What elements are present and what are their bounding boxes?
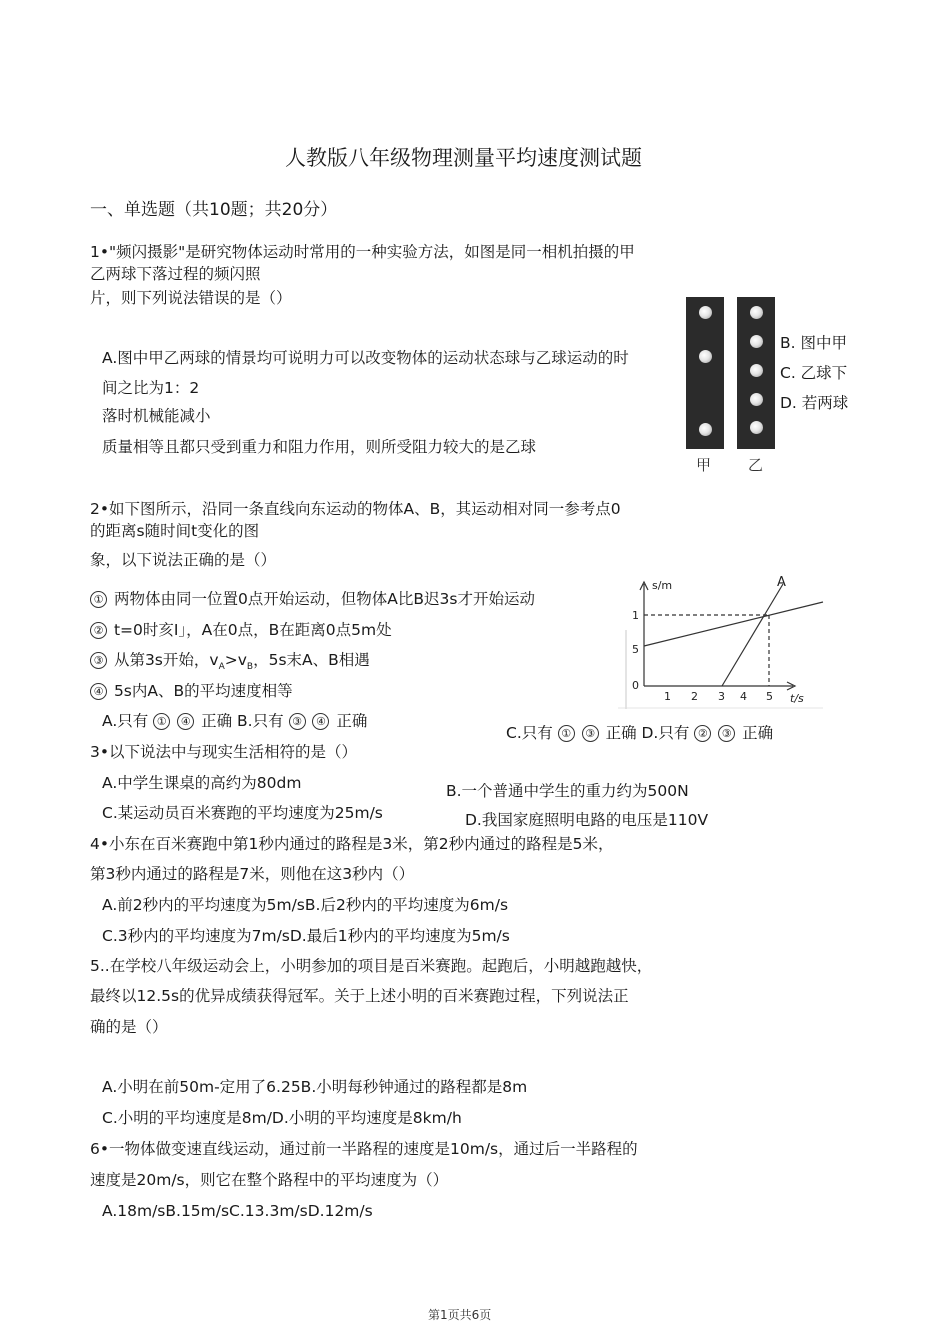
ball-yi <box>750 306 763 319</box>
ball-yi <box>750 335 763 348</box>
q2-line-1: 2•如下图所示，沿同一条直线向东运动的物体A、B，其运动相对同一参考点0 <box>90 500 621 518</box>
circled-number: ④ <box>90 683 107 700</box>
q2-statement-1: ① 两物体由同一位置0点开始运动，但物体A比B迟3s才开始运动 <box>90 589 535 609</box>
ball-jia <box>699 306 712 319</box>
q3-stem: 3•以下说法中与现实生活相符的是（） <box>90 743 358 761</box>
q4-line-2: 第3秒内通过的路程是7米，则他在这3秒内（） <box>90 865 415 883</box>
q6-line-1: 6•一物体做变速直线运动，通过前一半路程的速度是10m/s，通过后一半路程的 <box>90 1140 638 1158</box>
q3-option-a: A.中学生课桌的高约为80dm <box>102 774 302 792</box>
ball-yi <box>750 421 763 434</box>
x-axis-label: t/s <box>790 692 804 705</box>
circled-number: ③ <box>90 652 107 669</box>
ball-jia <box>699 350 712 363</box>
y-tick: 5 <box>632 643 639 656</box>
q1-line-3: 片，则下列说法错误的是（） <box>90 289 292 307</box>
q3-option-d: D.我国家庭照明电路的电压是110V <box>465 811 709 829</box>
q5-options-ab: A.小明在前50m-定用了6.25B.小明每秒钟通过的路程都是8m <box>102 1078 528 1096</box>
page-footer: 第1页共6页 <box>428 1308 492 1322</box>
y-tick: 1 <box>632 609 639 622</box>
flash-photo-figure <box>686 297 778 449</box>
circled-number: ① <box>90 591 107 608</box>
q2-statement-3: ③ 从第3s开始，$v_A>v_B$，5s末A、B相遇 <box>90 650 370 677</box>
q1-option-b: B. 图中甲 <box>780 334 847 352</box>
q1-option-d-continuation: 质量相等且都只受到重力和阻力作用，则所受阻力较大的是乙球 <box>102 438 537 456</box>
q5-options-cd: C.小明的平均速度是8m/D.小明的平均速度是8km/h <box>102 1109 462 1127</box>
page-title: 人教版八年级物理测量平均速度测试题 <box>285 146 642 170</box>
photo-label-yi: 乙 <box>748 456 764 474</box>
q1-line-2: 乙两球下落过程的频闪照 <box>90 265 261 283</box>
ball-yi <box>750 393 763 406</box>
q1-option-a-line-2: 间之比为1：2 <box>102 379 200 397</box>
line-a <box>722 584 783 686</box>
q3-option-c: C.某运动员百米赛跑的平均速度为25m/s <box>102 804 383 822</box>
q1-line-1: 1•"频闪摄影"是研究物体运动时常用的一种实验方法，如图是同一相机拍摄的甲 <box>90 243 635 261</box>
q1-option-a-line-1: A.图中甲乙两球的情景均可说明力可以改变物体的运动状态球与乙球运动的时 <box>102 349 629 367</box>
q5-line-2: 最终以12.5s的优异成绩获得冠军。关于上述小明的百米赛跑过程，下列说法正 <box>90 987 629 1005</box>
q5-line-1: 5..在学校八年级运动会上，小明参加的项目是百米赛跑。起跑后，小明越跑越快， <box>90 957 653 975</box>
x-tick: 5 <box>766 690 773 703</box>
q4-options-cd: C.3秒内的平均速度为7m/sD.最后1秒内的平均速度为5m/s <box>102 927 510 945</box>
x-tick: 1 <box>664 690 671 703</box>
line-b <box>644 602 823 646</box>
q2-line-2: 的距离s随时间t变化的图 <box>90 522 260 540</box>
q6-options: A.18m/sB.15m/sC.13.3m/sD.12m/s <box>102 1202 373 1220</box>
line-a-label: A <box>777 575 786 590</box>
q2-statement-2: ② t=0时亥I」，A在0点，B在距离0点5m处 <box>90 620 392 640</box>
y-axis-label: s/m <box>652 579 673 592</box>
q3-option-b: B.一个普通中学生的重力约为500N <box>446 782 689 800</box>
strip-yi <box>737 297 775 449</box>
q4-options-ab: A.前2秒内的平均速度为5m/sB.后2秒内的平均速度为6m/s <box>102 896 509 914</box>
x-tick: 2 <box>691 690 698 703</box>
strip-jia <box>686 297 724 449</box>
q1-option-c: C. 乙球下 <box>780 364 848 382</box>
circled-number: ② <box>90 622 107 639</box>
q2-statement-4: ④ 5s内A、B的平均速度相等 <box>90 681 293 701</box>
x-tick: 3 <box>718 690 725 703</box>
ball-yi <box>750 364 763 377</box>
section-heading: 一、单选题（共10题；共20分） <box>90 200 338 220</box>
photo-label-jia: 甲 <box>696 456 712 474</box>
q4-line-1: 4•小东在百米赛跑中第1秒内通过的路程是3米，第2秒内通过的路程是5米， <box>90 835 614 853</box>
q1-option-c-continuation: 落时机械能减小 <box>102 407 211 425</box>
q1-option-d: D. 若两球 <box>780 394 849 412</box>
q5-line-3: 确的是（） <box>90 1018 168 1036</box>
y-tick: 0 <box>632 679 639 692</box>
x-tick: 4 <box>740 690 747 703</box>
q2-options-ab: A.只有 ① ④ 正确 B.只有 ③ ④ 正确 <box>102 712 368 730</box>
q2-options-cd: C.只有 ① ③ 正确 D.只有 ② ③ 正确 <box>506 724 774 742</box>
s-t-graph <box>618 574 828 709</box>
q2-line-3: 象，以下说法正确的是（） <box>90 551 277 569</box>
ball-jia <box>699 423 712 436</box>
q6-line-2: 速度是20m/s，则它在整个路程中的平均速度为（） <box>90 1171 449 1189</box>
